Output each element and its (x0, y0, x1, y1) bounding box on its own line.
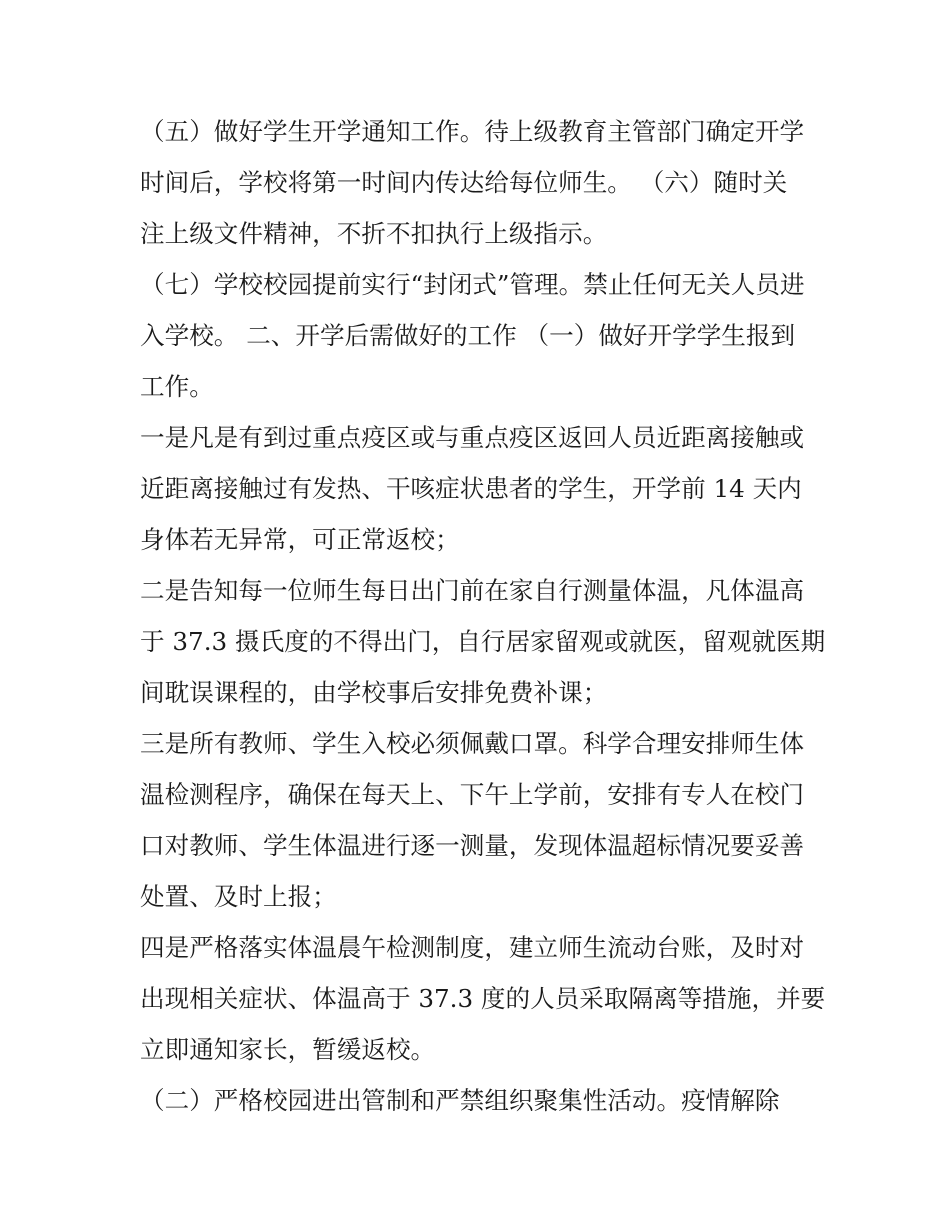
text-line: 注上级文件精神，不折不扣执行上级指示。 (140, 219, 608, 248)
text-line: 工作。 (140, 372, 214, 401)
paragraph-item-three (140, 718, 830, 922)
text-line: 温检测程序，确保在每天上、下午上学前，安排有专人在校门 (140, 780, 805, 809)
paragraph-campus-control (140, 1075, 830, 1126)
text-line: （五）做好学生开学通知工作。待上级教育主管部门确定开学 (140, 117, 805, 146)
paragraph-item-four (140, 922, 830, 1075)
text-line: 立即通知家长，暂缓返校。 (140, 1035, 436, 1064)
text-line: 二是告知每一位师生每日出门前在家自行测量体温，凡体温高 (140, 576, 805, 605)
paragraph-item-two (140, 565, 830, 718)
text-line: （二）严格校园进出管制和严禁组织聚集性活动。疫情解除 (140, 1086, 780, 1115)
paragraph-closed-management (140, 259, 830, 412)
text-line: 三是所有教师、学生入校必须佩戴口罩。科学合理安排师生体 (140, 729, 805, 758)
document-body (140, 106, 830, 1126)
text-line: 口对教师、学生体温进行逐一测量，发现体温超标情况要妥善 (140, 831, 805, 860)
text-line: 入学校。 二、开学后需做好的工作 （一）做好开学学生报到 (140, 321, 796, 350)
text-line: 间耽误课程的，由学校事后安排免费补课； (140, 678, 608, 707)
text-line: 四是严格落实体温晨午检测制度，建立师生流动台账，及时对 (140, 933, 805, 962)
text-line: （七）学校校园提前实行“封闭式”管理。禁止任何无关人员进 (140, 270, 805, 299)
text-line: 身体若无异常，可正常返校； (140, 525, 460, 554)
text-line: 于 37.3 摄氏度的不得出门，自行居家留观或就医，留观就医期 (140, 627, 826, 656)
text-line: 时间后，学校将第一时间内传达给每位师生。 （六）随时关 (140, 168, 788, 197)
text-line: 近距离接触过有发热、干咳症状患者的学生，开学前 14 天内 (140, 474, 802, 503)
text-line: 处置、及时上报； (140, 882, 337, 911)
paragraph-notice (140, 106, 830, 259)
text-line: 出现相关症状、体温高于 37.3 度的人员采取隔离等措施，并要 (140, 984, 826, 1013)
text-line: 一是凡是有到过重点疫区或与重点疫区返回人员近距离接触或 (140, 423, 805, 452)
paragraph-item-one (140, 412, 830, 565)
